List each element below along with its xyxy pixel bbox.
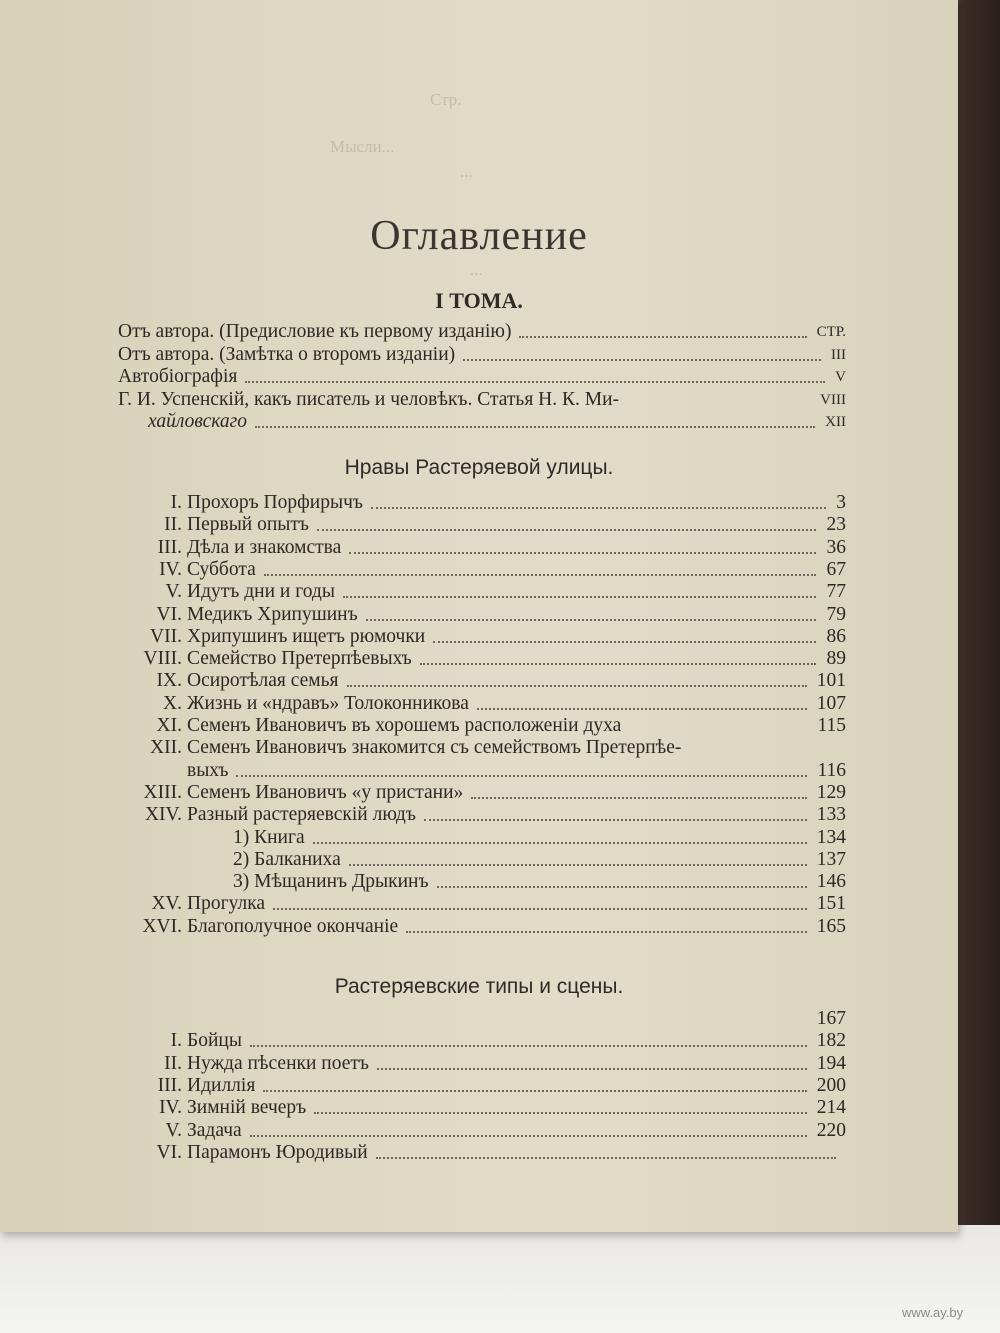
chapter-number: XI. <box>156 715 182 736</box>
entry-title: Отъ автора. (Замѣтка о второмъ изданіи) <box>118 343 456 365</box>
toc-entry <box>0 344 958 366</box>
entry-title: Жизнь и «ндравъ» Толоконникова <box>187 692 469 714</box>
page-number: 79 <box>826 603 846 625</box>
toc-entry <box>0 804 958 826</box>
toc-entry <box>0 827 958 849</box>
dot-leader <box>314 1097 807 1114</box>
watermark: www.ay.by <box>902 1305 964 1320</box>
entry-title: 1) Книга <box>233 826 305 848</box>
bleed-through-text: Мысли... <box>330 137 395 156</box>
toc-entry <box>0 581 958 603</box>
section-heading-1: Нравы Растеряевой улицы. <box>344 456 614 479</box>
entry-title: Семенъ Ивановичъ «у пристани» <box>187 781 464 803</box>
dot-leader <box>343 581 816 598</box>
dot-leader <box>255 411 815 428</box>
entry-title: Первый опытъ <box>187 514 309 536</box>
page-number: 107 <box>816 692 846 714</box>
toc-entry <box>0 737 958 759</box>
volume-heading: I ТОМА. <box>435 288 523 313</box>
page-number: 167 <box>816 1008 846 1029</box>
page-number: 67 <box>826 558 846 580</box>
page-number: 165 <box>816 915 846 937</box>
dot-leader <box>349 849 807 866</box>
dot-leader <box>317 514 816 531</box>
page-number: 182 <box>816 1030 846 1052</box>
entry-title: Семейство Претерпѣевыхъ <box>187 648 412 670</box>
toc-entry <box>0 849 958 871</box>
bleed-through-text: ... <box>460 162 473 181</box>
chapter-number: III. <box>157 536 182 558</box>
toc-entry <box>0 782 958 804</box>
toc-entry <box>0 626 958 648</box>
dot-leader <box>406 916 807 933</box>
chapter-number: VI. <box>156 603 182 625</box>
chapter-number: V. <box>165 1119 182 1141</box>
dot-leader <box>376 1142 836 1159</box>
entry-title: Нужда пѣсенки поетъ <box>187 1052 369 1074</box>
toc-entry <box>0 760 958 782</box>
toc-entry <box>0 559 958 581</box>
page-number: 86 <box>826 625 846 647</box>
dot-leader <box>519 321 807 338</box>
entry-title: Хрипушинъ ищетъ рюмочки <box>187 625 426 647</box>
page-number: 214 <box>816 1097 846 1119</box>
entry-title: Дѣла и знакомства <box>187 536 342 558</box>
dot-leader <box>366 604 816 621</box>
chapter-number: XVI. <box>142 915 182 937</box>
page-number: V <box>835 369 846 385</box>
dot-leader <box>236 760 807 777</box>
bleed-through-text: Стр. <box>430 90 462 109</box>
page-number: 146 <box>816 871 846 893</box>
chapter-number: XII. <box>150 737 182 759</box>
toc-entry <box>0 693 958 715</box>
chapter-number: II. <box>164 514 182 536</box>
toc-entry <box>0 604 958 626</box>
page-number: III <box>831 346 846 363</box>
page-number: СТР. <box>816 324 846 340</box>
toc-entry <box>0 514 958 536</box>
toc-entry <box>0 1053 958 1075</box>
page-number: 3 <box>836 492 846 513</box>
entry-title: Суббота <box>187 558 256 580</box>
toc-entry <box>0 366 958 388</box>
entry-title: Автобіографія <box>118 366 238 387</box>
table-surface <box>0 1225 1000 1333</box>
entry-title: Задача <box>187 1119 242 1141</box>
toc-entry <box>0 411 958 433</box>
toc-entry <box>0 670 958 692</box>
dot-leader <box>313 827 807 844</box>
toc-entry <box>0 537 958 559</box>
chapter-number: XIV. <box>144 804 182 826</box>
page-number: 36 <box>826 536 846 558</box>
entry-title: Семенъ Ивановичъ въ хорошемъ расположеніи духа <box>187 715 622 736</box>
chapter-number: II. <box>164 1052 182 1074</box>
entry-title: 3) Мѣщанинъ Дрыкинъ <box>233 871 429 893</box>
dot-leader <box>273 893 807 910</box>
toc-entry <box>0 1142 958 1164</box>
toc-entry <box>0 1097 958 1119</box>
dot-leader <box>477 693 807 710</box>
dot-leader <box>264 559 816 576</box>
entry-title: 2) Балканиха <box>233 848 341 870</box>
entry-title: Осиротѣлая семья <box>187 670 339 692</box>
dot-leader <box>349 537 816 554</box>
dot-leader <box>347 670 807 687</box>
entry-title: Прогулка <box>187 893 266 915</box>
entry-title: хайловскаго <box>148 411 247 432</box>
entry-title: Разный растеряевскій людъ <box>187 804 416 826</box>
page-number: 129 <box>816 781 846 803</box>
chapter-number: IV. <box>159 1097 182 1119</box>
toc-entry <box>0 1008 958 1030</box>
entry-title: Благополучное окончаніе <box>187 915 399 937</box>
toc-entry <box>0 1120 958 1142</box>
page-number: 115 <box>817 715 846 736</box>
toc-entry <box>0 492 958 514</box>
chapter-number: XIII. <box>143 781 182 803</box>
toc-entry <box>0 916 958 938</box>
entry-title: Парамонъ Юродивый <box>187 1141 368 1163</box>
page-number: XII <box>825 414 846 430</box>
toc-entry <box>0 648 958 670</box>
entry-title: Бойцы <box>187 1030 242 1052</box>
page-number: 77 <box>826 581 846 603</box>
entry-title: Зимній вечеръ <box>187 1097 307 1119</box>
chapter-number: III. <box>157 1074 182 1096</box>
chapter-number: IV. <box>159 558 182 580</box>
page-number: 151 <box>816 893 846 915</box>
page-number: 194 <box>816 1052 846 1074</box>
bleed-through-text: ... <box>470 260 483 279</box>
chapter-number: V. <box>165 581 182 603</box>
dot-leader <box>263 1075 807 1092</box>
page-number: 137 <box>816 848 846 870</box>
page-number: 101 <box>816 670 846 692</box>
dot-leader <box>250 1120 807 1137</box>
page-number: 89 <box>826 648 846 670</box>
section-heading-2: Растеряевские типы и сцены. <box>334 975 624 998</box>
entry-title: Идиллія <box>187 1074 256 1096</box>
chapter-number: VI. <box>156 1141 182 1163</box>
dot-leader <box>437 871 807 888</box>
entry-title: Г. И. Успенскій, какъ писатель и человѣкъ. Статья Н. К. Ми- <box>118 388 620 410</box>
dot-leader <box>245 366 825 383</box>
chapter-number: VII. <box>150 625 182 647</box>
toc-entry <box>0 871 958 893</box>
page-title: Оглавление <box>370 213 588 259</box>
chapter-number: XV. <box>151 893 182 915</box>
page-number: 134 <box>816 826 846 848</box>
toc-entry <box>0 389 958 411</box>
entry-title: Прохоръ Порфирычъ <box>187 492 363 513</box>
chapter-number: I. <box>170 1030 182 1052</box>
entry-title: Отъ автора. (Предисловие къ первому изданію) <box>118 321 512 342</box>
entry-title: Медикъ Хрипушинъ <box>187 603 358 625</box>
page-number: VIII <box>820 391 846 408</box>
dot-leader <box>420 648 816 665</box>
dot-leader <box>377 1053 807 1070</box>
entry-title: выхъ <box>187 759 229 781</box>
dot-leader <box>463 344 821 361</box>
toc-entry <box>0 1075 958 1097</box>
toc-entry <box>0 321 958 343</box>
chapter-number: VIII. <box>143 648 182 670</box>
dot-leader <box>424 804 807 821</box>
toc-entry <box>0 1030 958 1052</box>
dot-leader <box>371 492 826 509</box>
page-number: 116 <box>817 759 846 781</box>
dot-leader <box>471 782 807 799</box>
dot-leader <box>250 1030 807 1047</box>
page-number: 200 <box>816 1074 846 1096</box>
page-number: 23 <box>826 514 846 536</box>
entry-title: Идутъ дни и годы <box>187 581 335 603</box>
page-number: 133 <box>816 804 846 826</box>
chapter-number: I. <box>170 492 182 513</box>
chapter-number: X. <box>163 692 182 714</box>
chapter-number: IX. <box>156 670 182 692</box>
page-number: 220 <box>816 1119 846 1141</box>
toc-entry <box>0 715 958 737</box>
entry-title: Семенъ Ивановичъ знакомится съ семействомъ Претерпѣе- <box>187 737 682 759</box>
dot-leader <box>433 626 816 643</box>
toc-entry <box>0 893 958 915</box>
